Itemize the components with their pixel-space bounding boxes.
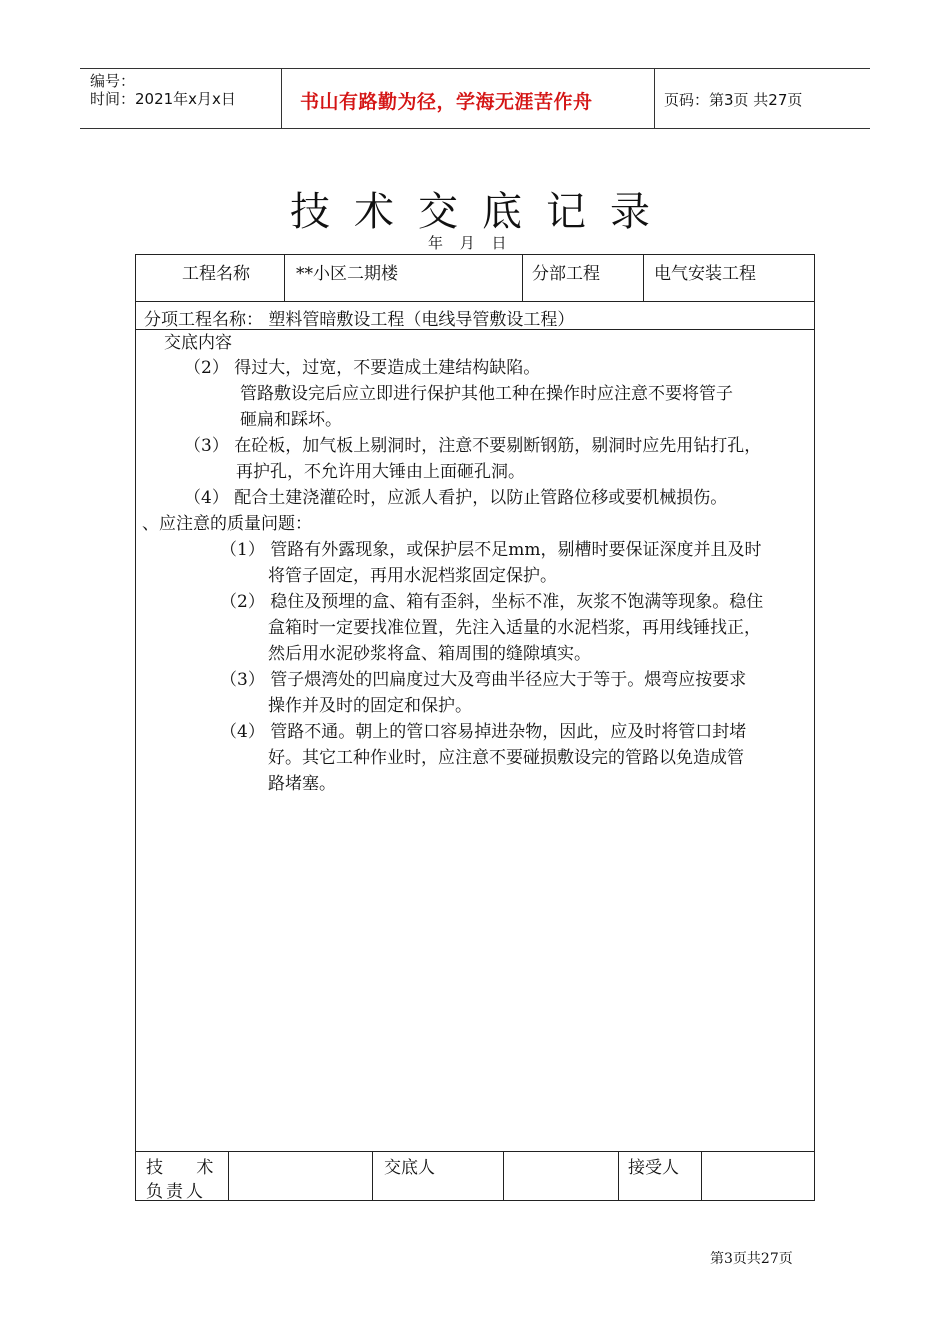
content-heading: 交底内容: [164, 333, 232, 353]
content-line: 然后用水泥砂浆将盒、箱周围的缝隙填实。: [268, 644, 591, 664]
sub-project-label: 分部工程: [532, 264, 600, 284]
item-name: 分项工程名称： 塑料管暗敷设工程（电线导管敷设工程）: [144, 310, 575, 330]
col-divider-sign-4: [618, 1151, 619, 1201]
content-line: 将管子固定，再用水泥档浆固定保护。: [268, 566, 557, 586]
sub-project-value: 电气安装工程: [654, 264, 756, 284]
header-separator-2: [654, 68, 655, 129]
row-divider-1: [136, 301, 814, 302]
page-title: 技术交底记录: [290, 189, 674, 235]
content-line: 路堵塞。: [268, 774, 336, 794]
record-table: [135, 254, 815, 1201]
content-line: 盒箱时一定要找准位置，先注入适量的水泥档浆，再用线锤找正，: [268, 618, 761, 638]
content-line: 管路敷设完后应立即进行保护其他工种在操作时应注意不要将管子: [240, 384, 733, 404]
col-divider-sign-1: [228, 1151, 229, 1201]
content-line: （4） 管路不通。朝上的管口容易掉进杂物，因此，应及时将管口封堵: [220, 722, 747, 742]
content-line: 砸扁和踩坏。: [240, 410, 342, 430]
row-divider-3: [136, 1151, 814, 1152]
header-time: 时间：2021年x月x日: [90, 90, 236, 108]
col-divider-sign-3: [503, 1151, 504, 1201]
document-date: 年 月 日: [428, 234, 513, 252]
content-line: 好。其它工种作业时，应注意不要碰损敷设完的管路以免造成管: [268, 748, 744, 768]
header-bottom-line: [80, 128, 870, 129]
col-divider-r1-3: [643, 255, 644, 301]
content-line: （4） 配合土建浇灌砼时，应派人看护，以防止管路位移或要机械损伤。: [184, 488, 728, 508]
header-serial: 编号：: [90, 72, 136, 90]
content-line: （2） 得过大，过宽，不要造成土建结构缺陷。: [184, 358, 541, 378]
header-motto: 书山有路勤为径，学海无涯苦作舟: [300, 91, 593, 113]
col-divider-r1-2: [522, 255, 523, 301]
content-line: （1） 管路有外露现象，或保护层不足mm，剔槽时要保证深度并且及时: [220, 540, 762, 560]
tech-lead-label-1: 技 术: [146, 1158, 228, 1178]
col-divider-r1-1: [284, 255, 285, 301]
col-divider-sign-5: [701, 1151, 702, 1201]
header-page-number: 页码：第3页 共27页: [664, 91, 803, 109]
content-line: 、应注意的质量问题：: [142, 514, 312, 534]
receiver-label: 接受人: [628, 1158, 679, 1178]
content-line: （3） 在砼板，加气板上剔洞时，注意不要剔断钢筋，剔洞时应先用钻打孔，: [184, 436, 762, 456]
project-name-label: 工程名称: [182, 264, 250, 284]
content-line: （2） 稳住及预埋的盒、箱有歪斜，坐标不准，灰浆不饱满等现象。稳住: [220, 592, 764, 612]
content-line: 再护孔，不允许用大锤由上面砸孔洞。: [236, 462, 525, 482]
handover-label: 交底人: [384, 1158, 435, 1178]
footer-page-number: 第3页共27页: [710, 1251, 793, 1267]
header-separator-1: [281, 68, 282, 129]
col-divider-sign-2: [372, 1151, 373, 1201]
header-top-line: [80, 68, 870, 69]
content-line: 操作并及时的固定和保护。: [268, 696, 472, 716]
content-line: （3） 管子煨湾处的凹扁度过大及弯曲半径应大于等于。煨弯应按要求: [220, 670, 747, 690]
project-name-value: **小区二期楼: [296, 264, 398, 284]
tech-lead-label-2: 负责人: [146, 1182, 206, 1202]
